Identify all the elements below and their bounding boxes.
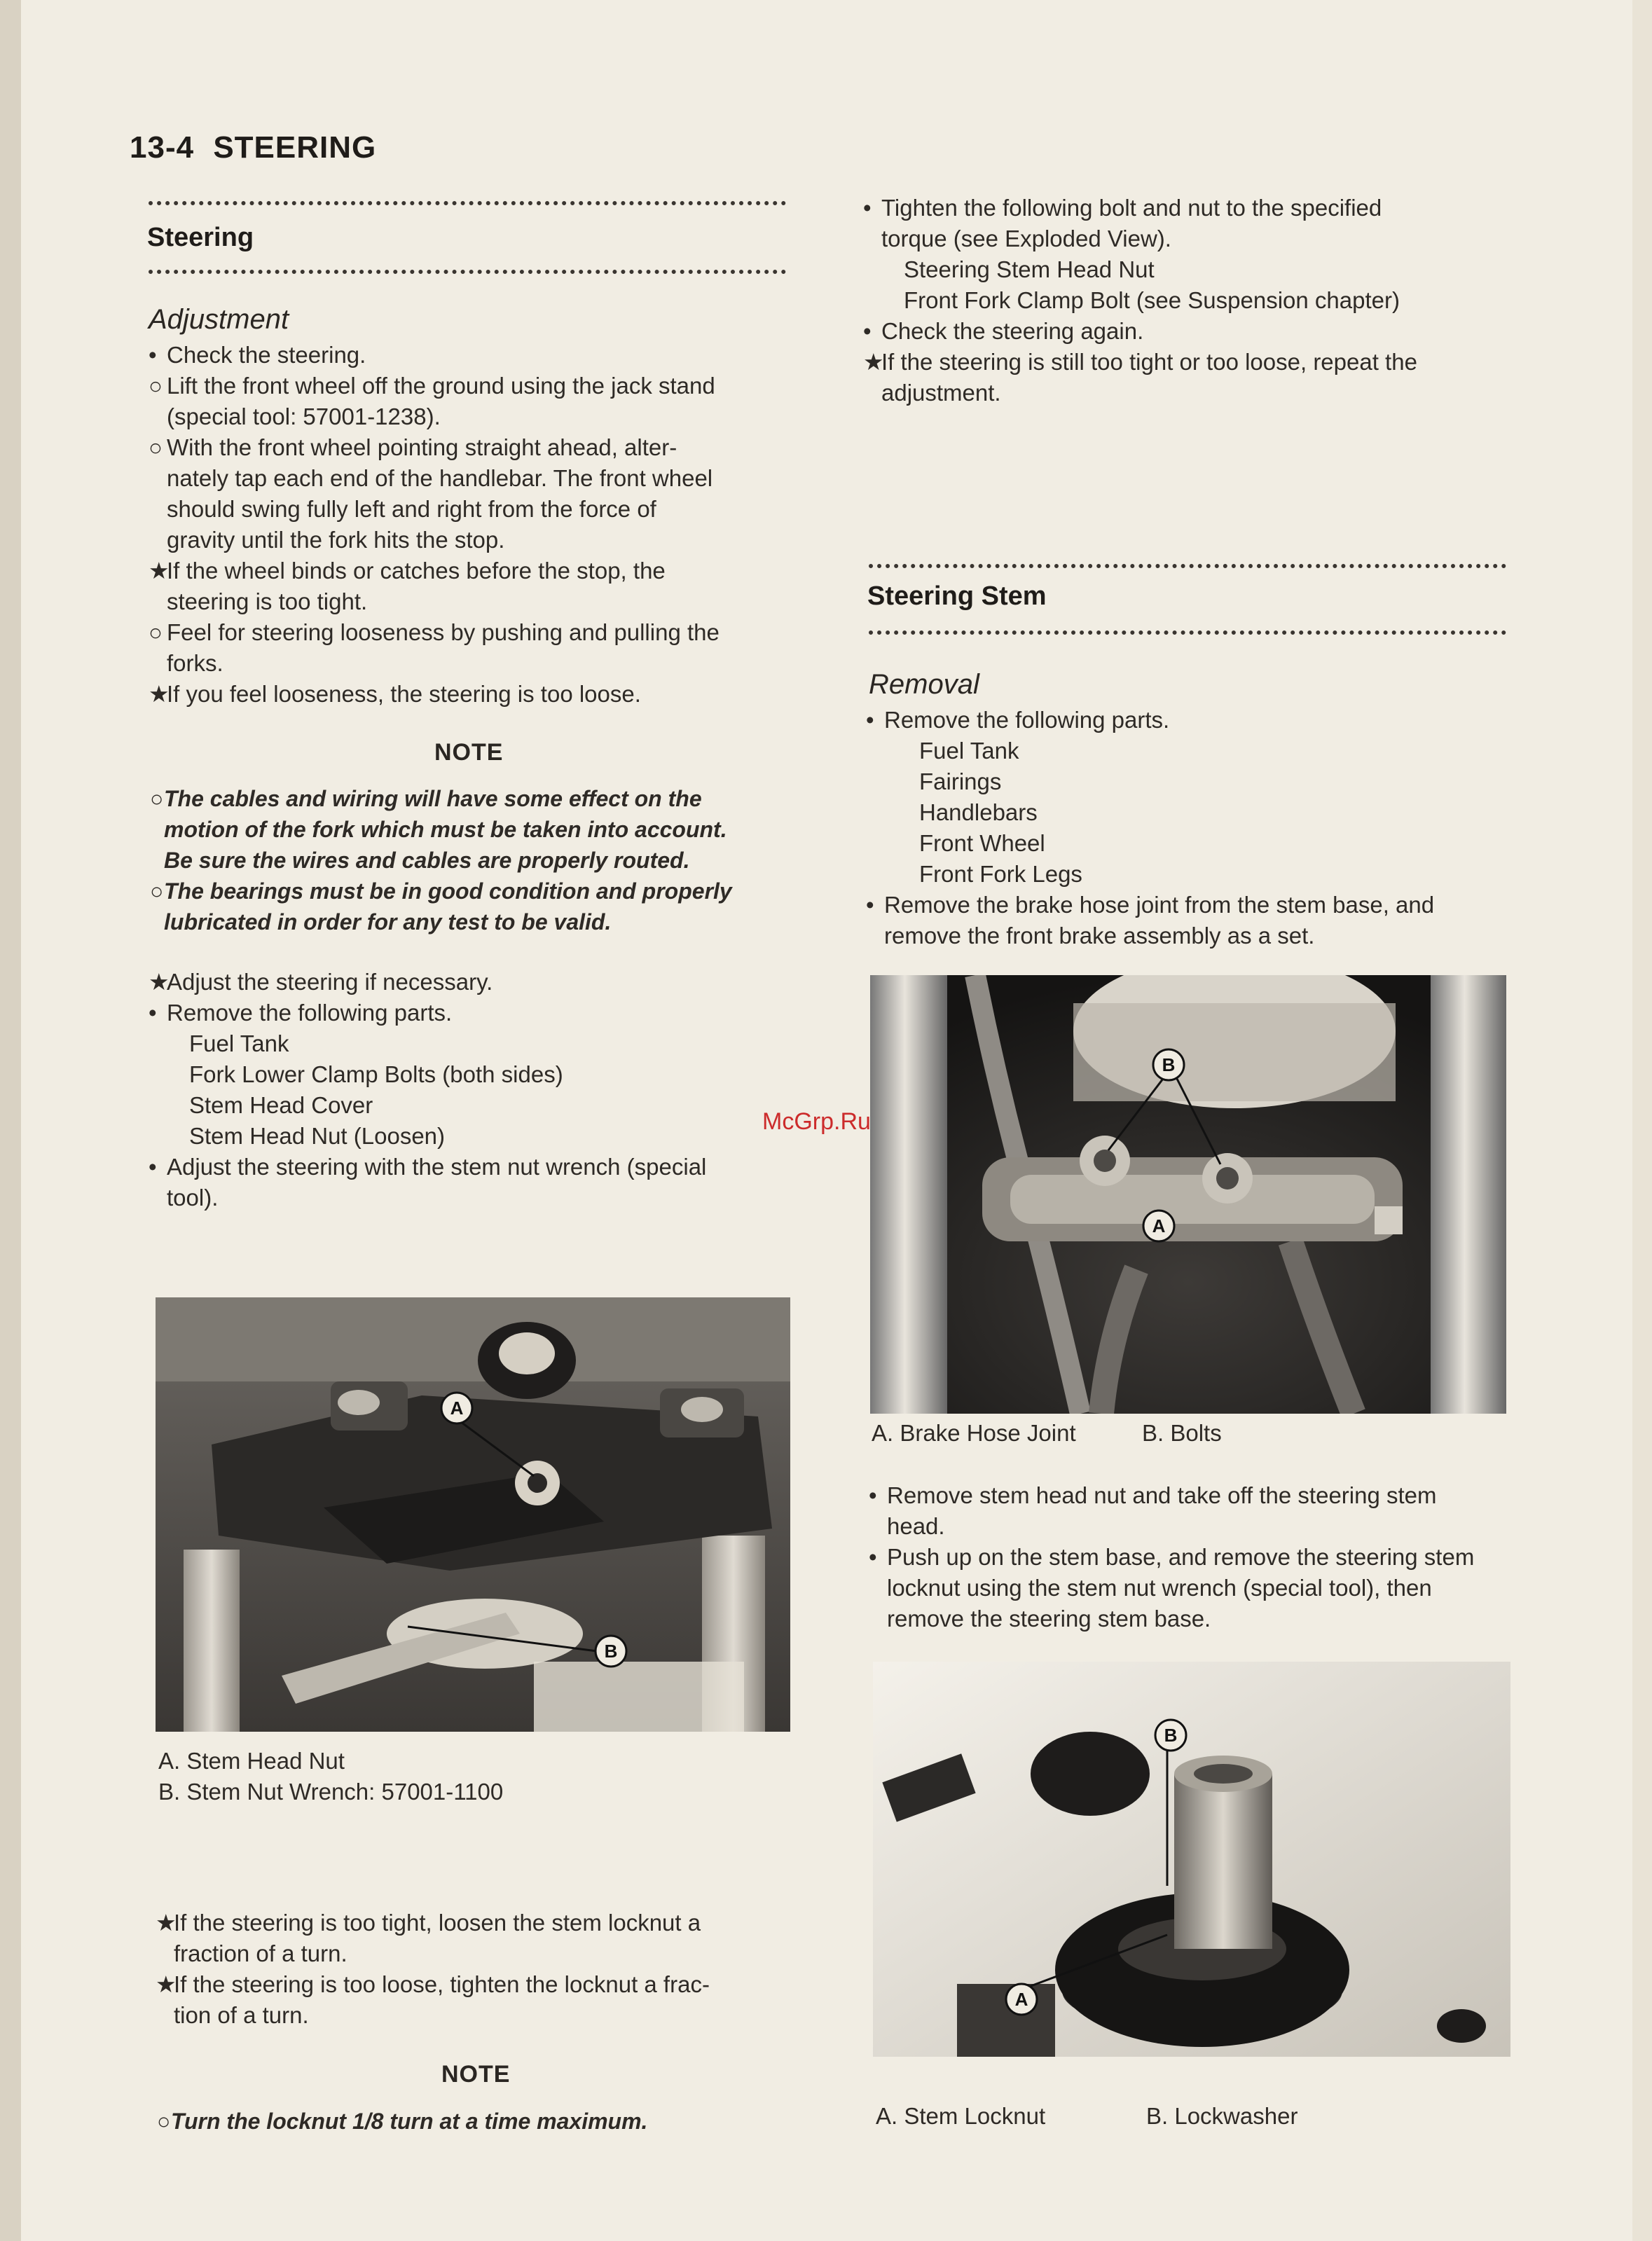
line-text: Feel for steering looseness by pushing and pulling the [167, 619, 720, 645]
text-line [156, 1938, 800, 1969]
line-text: fraction of a turn. [174, 1940, 347, 1966]
text-line [869, 1511, 1520, 1542]
text-line [863, 347, 1508, 378]
line-text: The cables and wiring will have some effect on the [164, 786, 702, 811]
line-text: lubricated in order for any test to be valid. [164, 909, 612, 935]
line-text: head. [887, 1513, 945, 1539]
subhead-removal: Removal [869, 669, 979, 700]
line-text: Check the steering. [167, 342, 366, 368]
callout-a: A [450, 1398, 464, 1419]
text-line [866, 766, 1510, 797]
line-text: Stem Head Nut (Loosen) [189, 1123, 446, 1149]
text-line [866, 828, 1510, 859]
text-line [866, 920, 1510, 951]
text-line [149, 494, 793, 525]
line-text: forks. [167, 650, 223, 676]
line-text: Be sure the wires and cables are properly routed. [164, 848, 690, 873]
callout-b: B [1164, 1725, 1178, 1746]
text-line [156, 1908, 800, 1938]
line-text: Handlebars [919, 799, 1038, 825]
line-text: Adjust the steering if necessary. [167, 969, 493, 995]
line-text: If you feel looseness, the steering is too loose. [167, 681, 641, 707]
text-line [149, 371, 793, 401]
adjustment-steps [149, 340, 793, 710]
line-text: motion of the fork which must be taken into account. [164, 817, 727, 842]
line-text: Front Wheel [919, 830, 1045, 856]
caption-fig3-b: B. Lockwasher [1146, 2103, 1298, 2129]
bullet-marker: • [866, 707, 874, 733]
text-line [869, 1604, 1520, 1634]
callout-b: B [604, 1641, 618, 1662]
text-line [869, 1480, 1520, 1511]
line-text: Front Fork Clamp Bolt (see Suspension chapter) [904, 287, 1400, 313]
line-text: torque (see Exploded View). [881, 226, 1171, 251]
section-title-steering: Steering [147, 223, 254, 252]
text-line [863, 223, 1508, 254]
line-text: Stem Head Cover [189, 1092, 373, 1118]
text-line [869, 1573, 1520, 1604]
line-text: If the steering is too loose, tighten the locknut a frac- [174, 1971, 710, 1997]
bullet-marker: ★ [149, 681, 170, 707]
removal-steps [866, 705, 1510, 951]
tighten-steps [863, 193, 1508, 408]
text-line [866, 736, 1510, 766]
line-text: With the front wheel pointing straight ahead, alter- [167, 434, 677, 460]
text-line [149, 586, 793, 617]
text-line [156, 1969, 800, 2000]
line-text: The bearings must be in good condition and properly [164, 878, 732, 904]
text-line [149, 617, 793, 648]
bullet-marker: • [869, 1482, 877, 1508]
line-text: gravity until the fork hits the stop. [167, 527, 505, 553]
text-line [157, 2106, 801, 2137]
line-text: nately tap each end of the handlebar. The front wheel [167, 465, 713, 491]
line-text: Fuel Tank [189, 1030, 289, 1056]
text-line [863, 193, 1508, 223]
bullet-marker: • [863, 318, 872, 344]
text-line [866, 890, 1510, 920]
section-title-steering-stem: Steering Stem [867, 581, 1047, 611]
bullet-marker: ○ [157, 2109, 171, 2134]
line-text: (special tool: 57001-1238). [167, 404, 441, 429]
callout-b: B [1162, 1054, 1176, 1075]
subhead-adjustment: Adjustment [149, 304, 289, 335]
note-1 [150, 783, 794, 937]
text-line [866, 859, 1510, 890]
text-line [149, 1059, 793, 1090]
line-text: Remove the following parts. [884, 707, 1170, 733]
watermark-text: McGrp.Ru [762, 1108, 871, 1135]
photo-stem-head-nut [156, 1297, 790, 1732]
caption-fig2-b: B. Bolts [1142, 1420, 1222, 1446]
line-text: remove the steering stem base. [887, 1606, 1211, 1632]
line-text: Adjust the steering with the stem nut wrench (special [167, 1154, 707, 1180]
line-text: Front Fork Legs [919, 861, 1082, 887]
line-text: Remove the following parts. [167, 1000, 453, 1026]
text-line [150, 906, 794, 937]
line-text: adjustment. [881, 380, 1001, 406]
bullet-marker: ★ [149, 558, 170, 584]
line-text: Push up on the stem base, and remove the steering stem [887, 1544, 1475, 1570]
photo-stem-locknut [873, 1662, 1510, 2057]
text-line [863, 378, 1508, 408]
bullet-marker: • [149, 1154, 157, 1180]
text-line [150, 876, 794, 906]
text-line [150, 814, 794, 845]
text-line [149, 1152, 793, 1182]
text-line [863, 285, 1508, 316]
bullet-marker: • [149, 342, 157, 368]
stem-removal-steps [869, 1480, 1520, 1634]
text-line [149, 679, 793, 710]
line-text: remove the front brake assembly as a set. [884, 923, 1315, 949]
line-text: Remove stem head nut and take off the steering stem [887, 1482, 1437, 1508]
text-line [156, 2000, 800, 2031]
bullet-marker: ○ [149, 434, 163, 460]
text-line [149, 1182, 793, 1213]
bullet-marker: ★ [149, 969, 170, 995]
bullet-marker: ○ [149, 373, 163, 399]
adjustment-steps-3 [156, 1908, 800, 2031]
adjustment-steps-2 [149, 967, 793, 1213]
text-line [149, 401, 793, 432]
bullet-marker: ○ [150, 786, 164, 811]
callout-a: A [1152, 1215, 1166, 1236]
line-text: Remove the brake hose joint from the stem base, and [884, 892, 1435, 918]
text-line [149, 1090, 793, 1121]
line-text: steering is too tight. [167, 588, 368, 614]
line-text: If the steering is too tight, loosen the stem locknut a [174, 1910, 701, 1936]
caption-fig1-a: A. Stem Head Nut [158, 1748, 345, 1774]
line-text: Turn the locknut 1/8 turn at a time maximum. [171, 2109, 648, 2134]
line-text: If the wheel binds or catches before the stop, the [167, 558, 666, 584]
bullet-marker: • [149, 1000, 157, 1026]
caption-fig3-a: A. Stem Locknut [876, 2103, 1046, 2129]
callout-a: A [1014, 1989, 1028, 2010]
note-title-1: NOTE [434, 739, 504, 766]
note-2 [157, 2106, 801, 2137]
line-text: Lift the front wheel off the ground using the jack stand [167, 373, 715, 399]
caption-fig1-b: B. Stem Nut Wrench: 57001-1100 [158, 1779, 504, 1805]
text-line [149, 648, 793, 679]
page-header [130, 130, 376, 165]
line-text: should swing fully left and right from the force of [167, 496, 656, 522]
line-text: Fairings [919, 768, 1002, 794]
text-line [150, 845, 794, 876]
line-text: Tighten the following bolt and nut to the specified [881, 195, 1382, 221]
text-line [869, 1542, 1520, 1573]
divider-bottom-right [869, 630, 1506, 635]
bullet-marker: ★ [156, 1971, 177, 1997]
text-line [149, 1121, 793, 1152]
text-line [866, 797, 1510, 828]
line-text: tool). [167, 1185, 219, 1211]
text-line [149, 967, 793, 998]
text-line [866, 705, 1510, 736]
text-line [863, 254, 1508, 285]
note-title-2: NOTE [441, 2061, 511, 2088]
divider-bottom-left [149, 270, 786, 274]
photo-brake-hose-joint [870, 975, 1506, 1414]
page-binding-edge [0, 0, 21, 2241]
caption-fig2-a: A. Brake Hose Joint [872, 1420, 1076, 1446]
bullet-marker: • [866, 892, 874, 918]
line-text: If the steering is still too tight or too loose, repeat the [881, 349, 1417, 375]
text-line [149, 556, 793, 586]
bullet-marker: ○ [149, 619, 163, 645]
divider-top-right [869, 564, 1506, 568]
text-line [863, 316, 1508, 347]
line-text: Check the steering again. [881, 318, 1144, 344]
page-number: 13-4 [130, 130, 195, 165]
bullet-marker: • [863, 195, 872, 221]
line-text: tion of a turn. [174, 2002, 309, 2028]
bullet-marker: ○ [150, 878, 164, 904]
bullet-marker: • [869, 1544, 877, 1570]
bullet-marker: ★ [156, 1910, 177, 1936]
divider-top-left [149, 201, 786, 205]
text-line [149, 1028, 793, 1059]
line-text: Fork Lower Clamp Bolts (both sides) [189, 1061, 563, 1087]
text-line [149, 432, 793, 463]
line-text: Steering Stem Head Nut [904, 256, 1155, 282]
text-line [149, 340, 793, 371]
text-line [149, 525, 793, 556]
text-line [149, 998, 793, 1028]
text-line [149, 463, 793, 494]
text-line [150, 783, 794, 814]
line-text: Fuel Tank [919, 738, 1019, 764]
bullet-marker: ★ [863, 349, 884, 375]
chapter-title: STEERING [213, 130, 377, 165]
line-text: locknut using the stem nut wrench (special tool), then [887, 1575, 1432, 1601]
